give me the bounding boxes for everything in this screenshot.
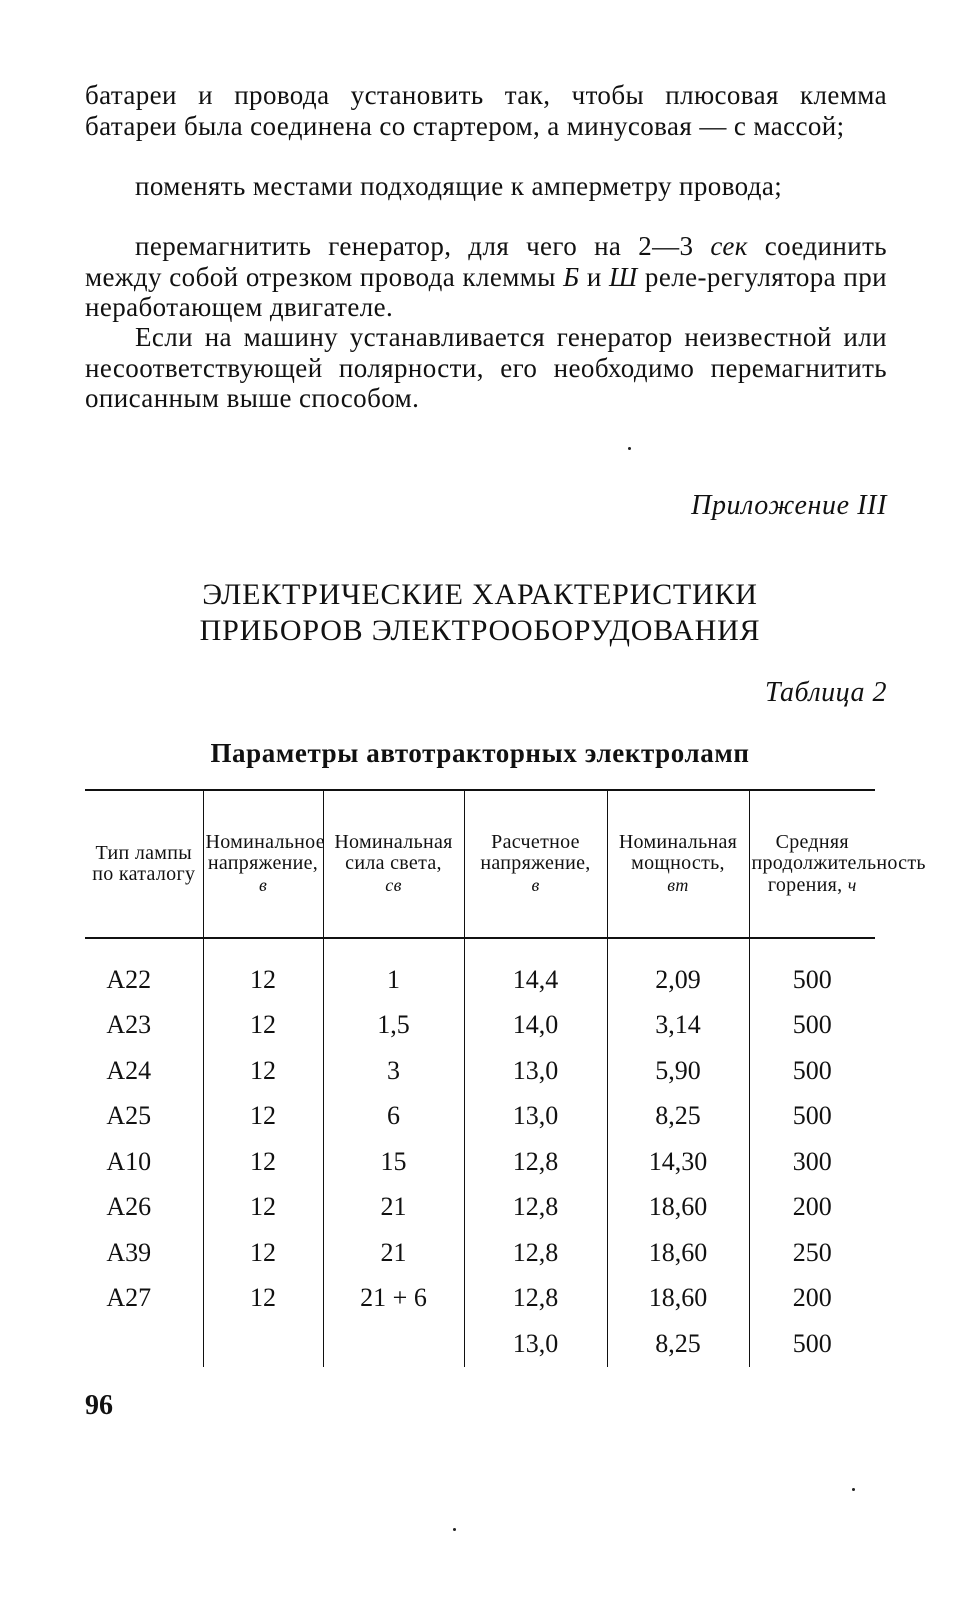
cell-nominal-power: 14,30 [607, 1139, 749, 1185]
cell-service-life: 250 [749, 1230, 875, 1276]
cell-lamp-type: А25 [106, 1101, 152, 1131]
header-lamp-type: Тип лампы по каталогу [85, 790, 203, 938]
table-header-row [85, 790, 875, 938]
cell-luminous-intensity: 15 [323, 1139, 464, 1185]
cell-lamp-type [85, 1321, 203, 1367]
paragraph-remagnetize-generator: перемагнитить генератор, для чего на 2—3 сек соединить между собой отрезком провода клеммы Б и Ш реле-регулятора при неработающем двигателе. [85, 231, 887, 322]
cell-rated-voltage: 14,4 [464, 938, 607, 1003]
cell-nominal-power: 18,60 [607, 1230, 749, 1276]
cell-nominal-voltage: 12 [203, 1139, 323, 1185]
cell-rated-voltage: 12,8 [464, 1139, 607, 1185]
cell-nominal-power: 8,25 [607, 1094, 749, 1140]
table-row [85, 1048, 875, 1094]
table-row [85, 938, 875, 1003]
table-row [85, 1139, 875, 1185]
cell-service-life: 300 [749, 1139, 875, 1185]
cell-nominal-voltage: 12 [203, 1048, 323, 1094]
header-rated-voltage: Расчетное напряжение, в [464, 790, 607, 938]
terminal-b-label: Б [563, 261, 580, 292]
cell-luminous-intensity [323, 1321, 464, 1367]
lamp-parameters-table [85, 789, 926, 1367]
cell-lamp-type: А24 [106, 1055, 152, 1085]
cell-service-life: 200 [749, 1276, 875, 1322]
cell-service-life: 500 [749, 1003, 875, 1049]
cell-service-life: 500 [749, 938, 875, 1003]
cell-luminous-intensity: 3 [323, 1048, 464, 1094]
cell-nominal-power: 8,25 [607, 1321, 749, 1367]
appendix-label: Приложение III [691, 490, 887, 521]
table-row [85, 1094, 875, 1140]
paragraph-battery-wiring: батареи и провода установить так, чтобы плюсовая клемма батареи была соединена со стартером, а минусовая — с массой; [85, 80, 887, 141]
cell-service-life: 500 [749, 1321, 875, 1367]
table-row [85, 1003, 875, 1049]
table-row [85, 1185, 875, 1231]
cell-service-life: 500 [749, 1094, 875, 1140]
cell-luminous-intensity: 21 [323, 1185, 464, 1231]
scan-speck [628, 447, 631, 450]
cell-luminous-intensity: 21 [323, 1230, 464, 1276]
cell-rated-voltage: 13,0 [464, 1094, 607, 1140]
cell-rated-voltage: 14,0 [464, 1003, 607, 1049]
cell-lamp-type: А23 [106, 1010, 152, 1040]
cell-lamp-type: А10 [106, 1146, 152, 1176]
unit-seconds: сек [710, 231, 748, 261]
cell-nominal-power: 3,14 [607, 1003, 749, 1049]
cell-rated-voltage: 13,0 [464, 1321, 607, 1367]
cell-service-life: 200 [749, 1185, 875, 1231]
cell-nominal-power: 18,60 [607, 1276, 749, 1322]
header-nominal-voltage: Номинальное напряжение, в [203, 790, 323, 938]
cell-luminous-intensity: 21 + 6 [323, 1276, 464, 1322]
page-number: 96 [85, 1390, 113, 1421]
cell-nominal-power: 18,60 [607, 1185, 749, 1231]
table-caption: Параметры автотракторных электроламп [210, 738, 750, 768]
cell-rated-voltage: 13,0 [464, 1048, 607, 1094]
header-nominal-power: Номинальная мощность, вт [607, 790, 749, 938]
cell-rated-voltage: 12,8 [464, 1230, 607, 1276]
section-title-line-2: ПРИБОРОВ ЭЛЕКТРООБОРУДОВАНИЯ [199, 614, 761, 647]
paragraph-unknown-polarity: Если на машину устанавливается генератор неизвестной или несоответствующей полярности, его необходимо перемагнитить описанным выше способом. [85, 322, 887, 413]
terminal-sh-label: Ш [609, 261, 638, 292]
cell-nominal-power: 5,90 [607, 1048, 749, 1094]
cell-luminous-intensity: 1 [323, 938, 464, 1003]
cell-nominal-voltage: 12 [203, 1094, 323, 1140]
scan-speck [852, 1488, 855, 1491]
paragraph-swap-ammeter-wires: поменять местами подходящие к амперметру провода; [135, 171, 783, 201]
cell-lamp-type: А22 [106, 964, 152, 994]
cell-nominal-voltage [203, 1321, 323, 1367]
cell-nominal-voltage: 12 [203, 1276, 323, 1322]
cell-lamp-type: А26 [106, 1192, 152, 1222]
section-title [85, 577, 875, 649]
header-service-life: Средняя продолжительность горения, ч [749, 790, 875, 938]
cell-nominal-voltage: 12 [203, 1185, 323, 1231]
cell-rated-voltage: 12,8 [464, 1185, 607, 1231]
cell-service-life: 500 [749, 1048, 875, 1094]
table-row [85, 1230, 875, 1276]
cell-rated-voltage: 12,8 [464, 1276, 607, 1322]
section-title-line-1: ЭЛЕКТРИЧЕСКИЕ ХАРАКТЕРИСТИКИ [202, 578, 758, 611]
table-row [85, 1276, 875, 1322]
header-luminous-intensity: Номинальная сила света, св [323, 790, 464, 938]
cell-nominal-voltage: 12 [203, 1230, 323, 1276]
cell-nominal-voltage: 12 [203, 1003, 323, 1049]
cell-luminous-intensity: 1,5 [323, 1003, 464, 1049]
cell-lamp-type: А39 [106, 1237, 152, 1267]
cell-nominal-voltage: 12 [203, 938, 323, 1003]
cell-luminous-intensity: 6 [323, 1094, 464, 1140]
cell-lamp-type: А27 [106, 1283, 152, 1313]
scan-speck [453, 1528, 456, 1531]
table-label: Таблица 2 [765, 677, 887, 708]
cell-nominal-power: 2,09 [607, 938, 749, 1003]
table-row [85, 1321, 875, 1367]
